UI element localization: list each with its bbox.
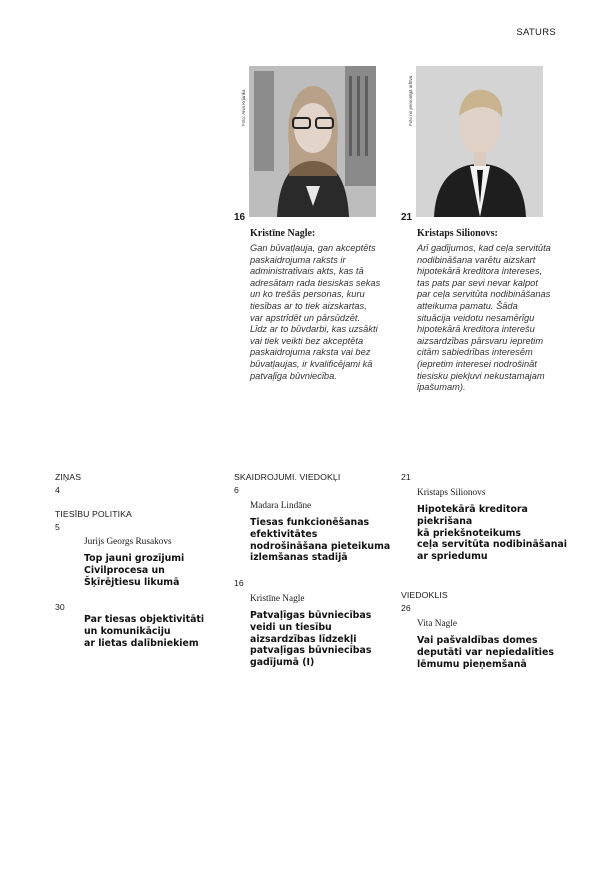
toc-article-link[interactable]: [417, 504, 567, 563]
featured-quote: [417, 243, 567, 394]
featured-page-number: 16: [234, 212, 246, 223]
title-line: patvaļīgas būvniecības: [250, 645, 372, 657]
title-line: Par tiesas objektivitāti: [84, 614, 205, 625]
title-line: ar lietas dalībniekiem: [84, 637, 199, 649]
toc-author: Jurijs Georgs Rusakovs: [84, 537, 172, 547]
quote-line: situācija veidotu nesamērīgu: [417, 312, 535, 323]
quote-line: patvaļīga būvniecība.: [250, 370, 337, 381]
quote-line: paskaidrojuma raksta vai bez: [250, 347, 371, 358]
quote-line: adresātam rada tiesiskas sekas: [250, 277, 381, 288]
quote-line: paskaidrojuma raksts ir: [250, 254, 346, 265]
title-line: nodrošināšana pieteikuma: [250, 540, 391, 552]
toc-author: Kristaps Silionovs: [417, 488, 486, 498]
toc-page-number: 16: [234, 578, 244, 588]
featured-quote: [250, 243, 395, 382]
title-line: un komunikāciju: [84, 625, 171, 637]
quote-line: būvatļaujas, ir kvalificējami kā: [250, 358, 373, 369]
toc-section-zinas: ZIŅAS: [55, 472, 82, 482]
featured-author-name: Kristaps Silionovs:: [417, 228, 498, 239]
toc-article-link[interactable]: [84, 614, 204, 649]
quote-line: citām sabiedrības interesēm: [417, 347, 533, 358]
portrait-photo-kristine: [249, 66, 376, 217]
quote-line: nodibināšana varētu aizskart: [417, 254, 536, 265]
quote-line: administratīvais akts, kas tā: [250, 266, 364, 277]
quote-line: vai tiek veikti bez akceptēta: [250, 335, 364, 346]
title-line: Civilprocesa un: [84, 564, 165, 576]
title-line: ar spriedumu: [417, 551, 488, 563]
toc-article-link[interactable]: [84, 553, 184, 588]
quote-line: atteikuma pamatu. Šāda: [417, 300, 518, 311]
photo-credit: Foto no personīgā arhīva: [408, 75, 413, 126]
toc-section-skaidrojumi: SKAIDROJUMI. VIEDOKĻI: [234, 472, 341, 482]
toc-page-number: 4: [55, 485, 60, 495]
quote-line: par ceļa servitūta nodibināšanas: [417, 289, 551, 300]
featured-page-number: 21: [401, 212, 413, 223]
title-line: veidi un tiesību: [250, 621, 332, 633]
title-line: Top jauni grozījumi: [84, 553, 185, 564]
title-line: efektivitātes: [250, 528, 318, 540]
quote-line: (iepretim interesei nodrošināt: [417, 358, 537, 369]
quote-line: aizsardzības pārsvaru iepretim: [417, 335, 544, 346]
quote-line: un ko trešās personas, kuru: [250, 289, 365, 300]
toc-page-number: 21: [401, 472, 411, 482]
toc-page-number: 26: [401, 603, 411, 613]
featured-author-name: Kristīne Nagle:: [250, 228, 316, 239]
quote-line: var apstrīdēt un pārsūdzēt.: [250, 312, 361, 323]
title-line: izlemšanas stadijā: [250, 552, 348, 564]
quote-line: Arī gadījumos, kad ceļa servitūta: [417, 243, 551, 253]
quote-line: hipotekārā kreditora intereses,: [417, 266, 543, 277]
toc-author: Kristīne Nagle: [250, 594, 305, 604]
toc-page-number: 6: [234, 485, 239, 495]
toc-article-link[interactable]: [417, 635, 554, 670]
title-line: gadījumā (I): [250, 657, 315, 669]
title-line: ceļa servitūta nodibināšanai: [417, 539, 567, 551]
toc-author: Vita Nagle: [417, 619, 457, 629]
title-line: kā priekšnoteikums: [417, 527, 521, 539]
portrait-photo-kristaps: [416, 66, 543, 217]
toc-page-number: 30: [55, 602, 65, 612]
toc-article-link[interactable]: [250, 517, 390, 564]
quote-line: īpašumam).: [417, 382, 466, 393]
quote-line: Līdz ar to būvdarbi, kas uzsākti: [250, 324, 378, 335]
title-line: piekrišana: [417, 515, 473, 527]
section-header-label: SATURS: [516, 27, 556, 38]
quote-line: tiesības ar to tiek aizskartas,: [250, 300, 367, 311]
toc-section-tiesibu-politika: TIESĪBU POLITIKA: [55, 509, 132, 519]
toc-section-viedoklis: VIEDOKLIS: [401, 590, 448, 600]
title-line: Vai pašvaldības domes: [417, 635, 538, 646]
photo-credit: Foto: Aiva Krjanka: [241, 89, 246, 126]
title-line: deputāti var nepiedalīties: [417, 646, 554, 658]
quote-line: hipotekārā kreditora interešu: [417, 324, 535, 335]
toc-author: Madara Lindāne: [250, 501, 312, 511]
title-line: aizsardzības līdzekļi: [250, 633, 357, 645]
title-line: Hipotekārā kreditora: [417, 504, 528, 515]
toc-page-number: 5: [55, 522, 60, 532]
quote-line: tas pats par sevi nevar kalpot: [417, 277, 538, 288]
quote-line: tiesisku piekļuvi nekustamajam: [417, 370, 545, 381]
title-line: Tiesas funkcionēšanas: [250, 517, 370, 528]
quote-line: Gan būvatļauja, gan akceptēts: [250, 243, 376, 253]
toc-article-link[interactable]: [250, 610, 371, 669]
title-line: lēmumu pieņemšanā: [417, 658, 527, 670]
title-line: Šķīrējtiesu likumā: [84, 576, 180, 588]
title-line: Patvaļīgas būvniecības: [250, 610, 372, 621]
